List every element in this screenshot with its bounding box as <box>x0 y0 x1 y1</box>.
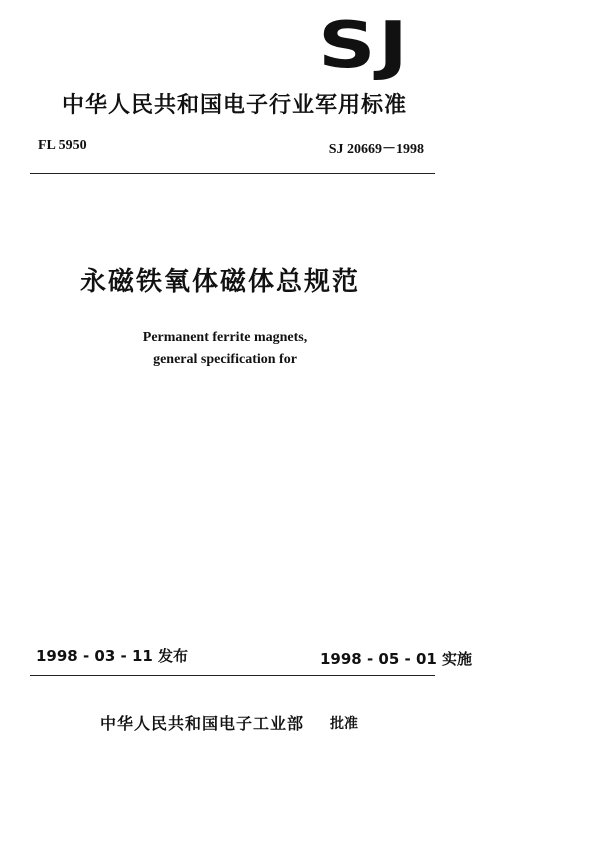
english-title-line-2: general specification for <box>153 352 297 367</box>
sj-logo: SJ <box>318 9 411 83</box>
document-title-chinese: 永磁铁氧体磁体总规范 <box>80 267 361 297</box>
header-divider <box>30 173 435 174</box>
document-title-english <box>0 327 450 371</box>
classification-code: FL 5950 <box>38 138 87 153</box>
footer-divider <box>30 675 435 676</box>
approving-authority: 中华人民共和国电子工业部 <box>100 714 305 733</box>
english-title-line-1: Permanent ferrite magnets, <box>142 330 308 345</box>
approve-label: 批准 <box>330 716 358 732</box>
standard-number: SJ 20669－1998 <box>328 142 424 157</box>
org-title: 中华人民共和国电子行业军用标准 <box>62 93 408 118</box>
issue-date: 1998 - 03 - 11 发布 <box>36 647 189 665</box>
effective-date: 1998 - 05 - 01 实施 <box>320 650 473 668</box>
